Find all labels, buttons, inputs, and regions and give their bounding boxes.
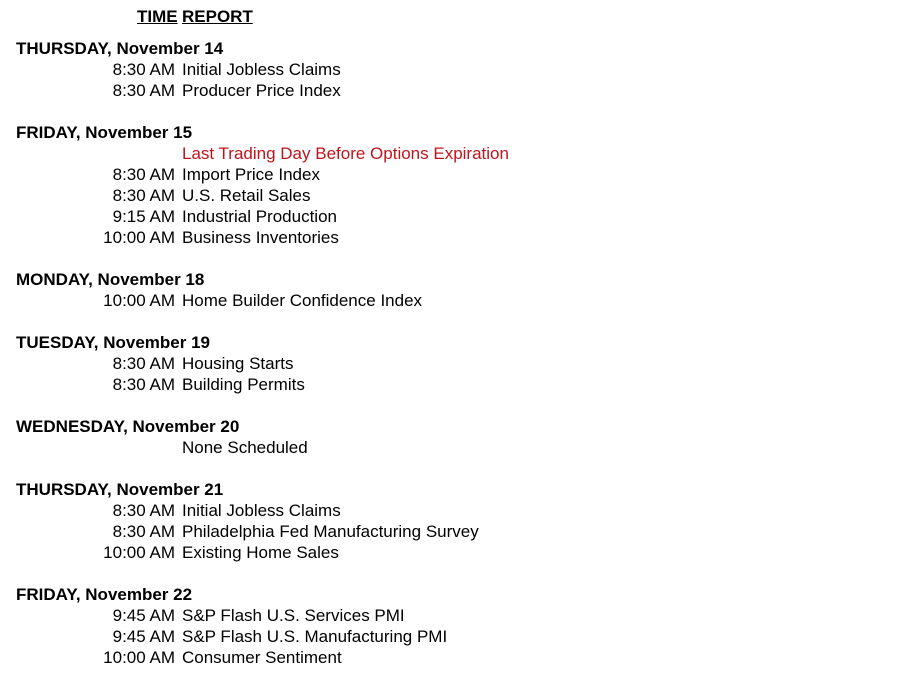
day-section [0, 332, 899, 395]
event-report: S&P Flash U.S. Services PMI [182, 606, 405, 625]
day-section [0, 479, 899, 563]
event-report: None Scheduled [182, 438, 308, 457]
event-report: Home Builder Confidence Index [182, 291, 423, 310]
event-row [0, 80, 899, 101]
event-row [0, 521, 899, 542]
event-time: 10:00 AM [103, 291, 175, 310]
event-report: Last Trading Day Before Options Expiration [182, 144, 509, 163]
day-title: FRIDAY, November 22 [16, 585, 193, 604]
event-time: 8:30 AM [112, 522, 175, 541]
report-column-header: REPORT [182, 7, 253, 26]
event-row [0, 626, 899, 647]
event-report: Initial Jobless Claims [182, 60, 341, 79]
event-row [0, 647, 899, 668]
event-row [0, 542, 899, 563]
day-title: THURSDAY, November 21 [16, 480, 224, 499]
day-section [0, 416, 899, 458]
event-report: U.S. Retail Sales [182, 186, 311, 205]
event-time: 10:00 AM [103, 648, 175, 667]
event-time: 8:30 AM [112, 186, 175, 205]
event-time: 8:30 AM [112, 165, 175, 184]
event-time: 9:45 AM [112, 627, 175, 646]
event-report: Consumer Sentiment [182, 648, 342, 667]
event-report: Industrial Production [182, 207, 337, 226]
event-report: Philadelphia Fed Manufacturing Survey [182, 522, 479, 541]
event-time: 8:30 AM [112, 354, 175, 373]
event-row [0, 206, 899, 227]
event-time: 8:30 AM [112, 60, 175, 79]
time-column-header: TIME [137, 7, 178, 26]
event-report: S&P Flash U.S. Manufacturing PMI [182, 627, 448, 646]
event-time: 10:00 AM [103, 228, 175, 247]
event-report: Producer Price Index [182, 81, 341, 100]
event-row [0, 164, 899, 185]
day-section [0, 269, 899, 311]
event-row [0, 353, 899, 374]
event-time: 8:30 AM [112, 81, 175, 100]
event-report: Existing Home Sales [182, 543, 339, 562]
day-title: WEDNESDAY, November 20 [16, 417, 240, 436]
event-row [0, 500, 899, 521]
event-row [0, 185, 899, 206]
day-title: THURSDAY, November 14 [16, 39, 224, 58]
event-time: 8:30 AM [112, 375, 175, 394]
event-row [0, 374, 899, 395]
event-report: Business Inventories [182, 228, 339, 247]
event-time: 9:15 AM [112, 207, 175, 226]
day-section [0, 584, 899, 668]
event-time: 9:45 AM [112, 606, 175, 625]
event-report: Initial Jobless Claims [182, 501, 341, 520]
day-title: TUESDAY, November 19 [16, 333, 211, 352]
event-row [0, 437, 899, 458]
event-time: 10:00 AM [103, 543, 175, 562]
event-row [0, 290, 899, 311]
event-row [0, 227, 899, 248]
calendar-note [0, 143, 899, 164]
economic-calendar [0, 38, 899, 689]
day-title: FRIDAY, November 15 [16, 123, 193, 142]
event-time: 8:30 AM [112, 501, 175, 520]
day-section [0, 122, 899, 248]
event-row [0, 59, 899, 80]
day-section [0, 38, 899, 101]
event-report: Building Permits [182, 375, 305, 394]
event-row [0, 605, 899, 626]
event-report: Housing Starts [182, 354, 294, 373]
day-title: MONDAY, November 18 [16, 270, 205, 289]
event-report: Import Price Index [182, 165, 320, 184]
